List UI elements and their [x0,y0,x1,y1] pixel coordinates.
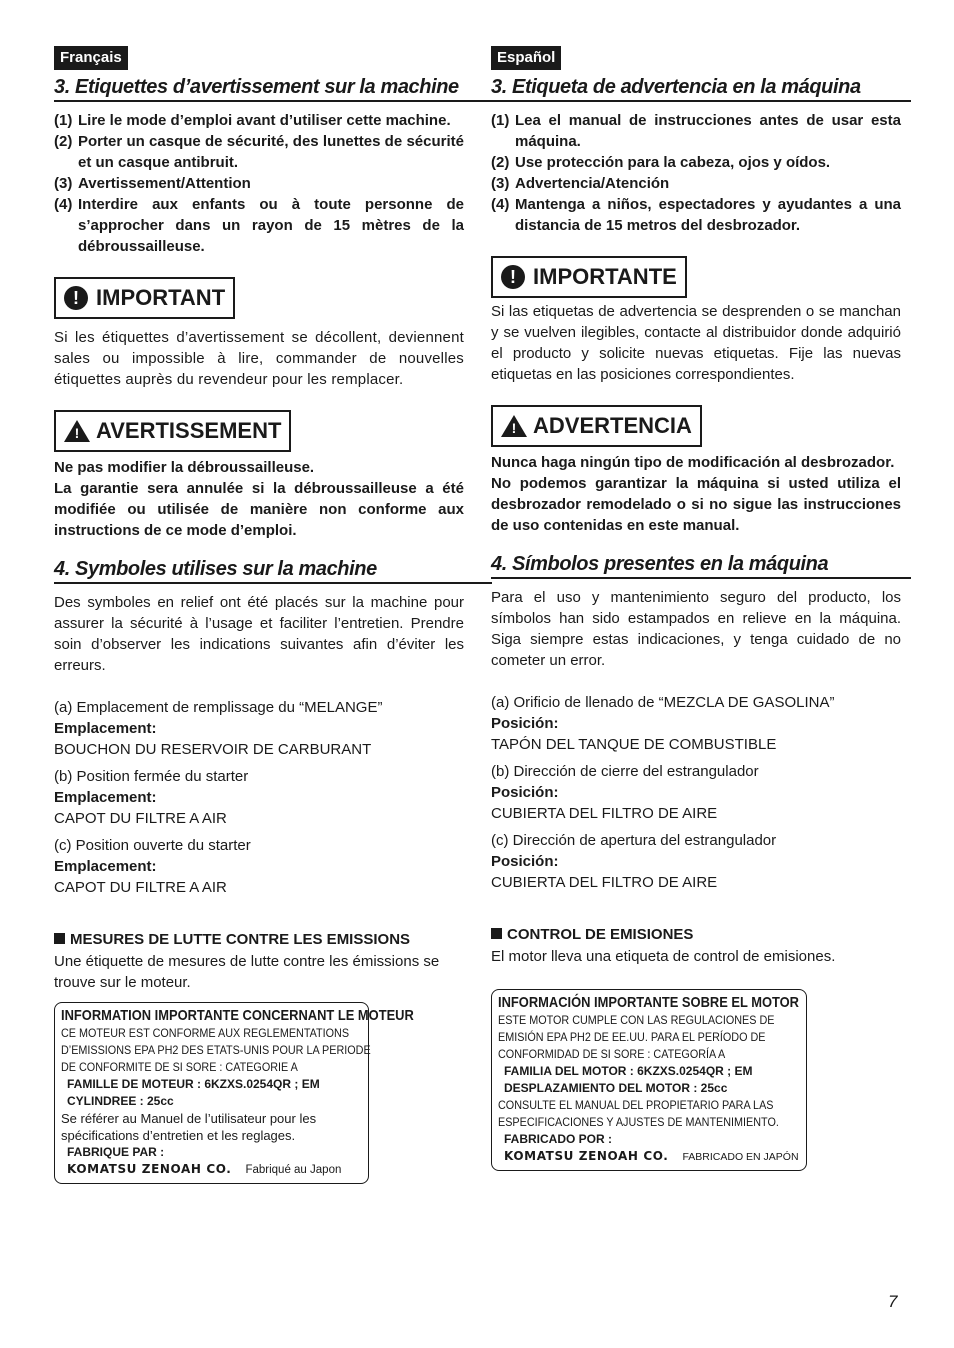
symbol-c [54,835,464,898]
symbol-location-label: Posición: [491,853,559,870]
section-4-title: 4. Symboles utilises sur la machine [54,554,492,584]
emission-title-text: CONTROL DE EMISIONES [507,926,694,943]
label-title: INFORMATION IMPORTANTE CONCERNANT LE MOTEUR [61,1007,414,1024]
engine-displacement: CYLINDREE : 25cc [67,1094,174,1108]
symbol-location-label: Posición: [491,784,559,801]
important-label: IMPORTANT [96,285,226,310]
engine-info-label [54,1002,414,1184]
section-3-title: 3. Etiqueta de advertencia en la máquina [491,72,911,102]
engine-family: FAMILIA DEL MOTOR : 6KZXS.0254QR ; EM [504,1064,753,1078]
symbol-b [491,761,901,824]
symbol-c [491,830,901,893]
important-text: Si las etiquetas de advertencia se desprenden o se manchan y se vuelven ilegibles, contacte al distribuidor donde adquirió el producto y solicite nuevas etiquetas. Fije las nuevas etiquetas en las posiciones correspondientes. [491,303,901,383]
list-item [54,110,464,131]
emission-title [491,925,901,945]
manufactured-by: FABRIQUE PAR : [67,1145,165,1159]
warning-label-list [491,110,901,236]
item-text: Advertencia/Atención [515,175,670,192]
label-reference: ESPECIFICACIONES Y AJUSTES DE MANTENIMIENTO. [498,1115,779,1129]
list-item [491,110,901,152]
item-number: (3) [491,175,510,192]
label-line: EMISIÓN EPA PH2 DE EE.UU. PARA EL PERÍODO DE [498,1030,766,1044]
item-text: Lea el manual de instrucciones antes de usar esta máquina. [515,112,901,150]
warning-line-1: Nunca haga ningún tipo de modificación al desbrozador. [491,454,895,471]
label-line: ESTE MOTOR CUMPLE CON LAS REGULACIONES DE [498,1013,775,1027]
symbol-location-value: CUBIERTA DEL FILTRO DE AIRE [491,805,718,822]
important-notice-box [491,256,687,298]
symbol-description: (a) Emplacement de remplissage du “MELANGE” [54,699,383,716]
warning-triangle-icon: ! [64,420,90,442]
symbol-description: (a) Orificio de llenado de “MEZCLA DE GASOLINA” [491,694,835,711]
column-spanish [491,46,901,1171]
label-line: CE MOTEUR EST CONFORME AUX REGLEMENTATIONS [61,1026,350,1040]
item-text: Porter un casque de sécurité, des lunettes de sécurité et un casque antibruit. [78,133,464,171]
manufactured-by: FABRICADO POR : [504,1132,612,1146]
symbol-description: (b) Dirección de cierre del estrangulador [491,763,759,780]
symbol-location-value: CUBIERTA DEL FILTRO DE AIRE [491,874,718,891]
label-line: CONFORMIDAD DE SI SORE : CATEGORÍA A [498,1047,726,1061]
warning-line-2: No podemos garantizar la máquina si usted utiliza el desbrozador remodelado o si no sigue las instrucciones de uso contenidas en este manual. [491,475,901,534]
language-tag: Español [491,46,561,70]
warning-line-1: Ne pas modifier la débroussailleuse. [54,459,315,476]
warning-line-2: La garantie sera annulée si la débroussailleuse a été modifiée ou utilisée de manière non conforme aux instructions de ce mode d’emploi. [54,480,464,539]
engine-family: FAMILLE DE MOTEUR : 6KZXS.0254QR ; EM [67,1077,320,1091]
brand-row [61,1161,362,1179]
list-item [54,131,464,173]
section-4-title: 4. Símbolos presentes en la máquina [491,549,911,579]
list-item [54,173,464,194]
exclamation-icon: ! [64,286,88,310]
engine-displacement: DESPLAZAMIENTO DEL MOTOR : 25cc [504,1081,728,1095]
item-text: Mantenga a niños, espectadores y ayudantes a una distancia de 15 metros del desbrozador. [515,196,901,234]
warning-notice-box [491,405,702,447]
list-item [491,194,901,236]
brand-row [498,1148,800,1166]
made-in: FABRICADO EN JAPÓN [682,1151,799,1163]
item-number: (4) [54,196,73,213]
item-text: Interdire aux enfants ou à toute personne de s’approcher dans un rayon de 15 mètres de la débroussailleuse. [78,196,464,255]
warning-label: ADVERTENCIA [533,413,692,438]
symbol-location-value: TAPÓN DEL TANQUE DE COMBUSTIBLE [491,736,777,753]
list-item [54,194,464,257]
item-number: (2) [54,133,73,150]
symbol-location-value: BOUCHON DU RESERVOIR DE CARBURANT [54,741,372,758]
symbol-description: (b) Position fermée du starter [54,768,249,785]
item-number: (4) [491,196,510,213]
item-text: Lire le mode d’emploi avant d’utiliser cette machine. [78,112,451,129]
list-item [491,173,901,194]
section-4-intro: Des symboles en relief ont été placés sur la machine pour assurer la sécurité à l’usage et faciliter l’entretien. Prendre soin d’observer les indications suivantes afin d’éviter les erreurs. [54,594,464,674]
symbol-location-label: Emplacement: [54,720,157,737]
important-label: IMPORTANTE [533,264,677,289]
symbol-location-value: CAPOT DU FILTRE A AIR [54,810,227,827]
warning-triangle-icon: ! [501,415,527,437]
item-text: Avertissement/Attention [78,175,251,192]
engine-info-label [491,989,807,1171]
section-3-title: 3. Etiquettes d’avertissement sur la machine [54,72,492,102]
emission-text: Une étiquette de mesures de lutte contre les émissions se trouve sur le moteur. [54,953,440,991]
item-number: (2) [491,154,510,171]
label-reference: CONSULTE EL MANUAL DEL PROPIETARIO PARA LAS [498,1098,774,1112]
label-line: DE CONFORMITE DE SI SORE : CATEGORIE A [61,1060,298,1074]
list-item [491,152,901,173]
emission-text: El motor lleva una etiqueta de control de emisiones. [491,948,836,965]
important-notice-box [54,277,235,319]
symbol-description: (c) Position ouverte du starter [54,837,251,854]
item-number: (3) [54,175,73,192]
symbol-location-label: Emplacement: [54,858,157,875]
page-number: 7 [888,1292,898,1311]
symbol-b [54,766,464,829]
brand-logo: KOMATSU ZENOAH CO. [504,1149,669,1163]
square-bullet-icon [54,933,65,944]
symbol-location-label: Posición: [491,715,559,732]
section-4-intro: Para el uso y mantenimiento seguro del producto, los símbolos han sido estampados en relieve en la máquina. Siga siempre estas indicaciones, y tenga cuidado de no cometer un error. [491,589,901,669]
label-reference: Se référer au Manuel de l’utilisateur pour les spécifications d’entretien et les reglages. [61,1111,317,1143]
square-bullet-icon [491,928,502,939]
warning-notice-box [54,410,291,452]
made-in: Fabriqué au Japon [245,1164,342,1176]
symbol-a [491,692,901,755]
warning-label: AVERTISSEMENT [96,418,282,443]
exclamation-icon: ! [501,265,525,289]
emission-title-text: MESURES DE LUTTE CONTRE LES EMISSIONS [70,931,411,948]
important-text: Si les étiquettes d’avertissement se décollent, deviennent sales ou impossible à lire, commander de nouvelles étiquettes auprès du revendeur pour les remplacer. [54,329,464,388]
item-number: (1) [54,112,73,129]
symbol-location-label: Emplacement: [54,789,157,806]
brand-logo: KOMATSU ZENOAH CO. [67,1162,232,1176]
item-text: Use protección para la cabeza, ojos y oídos. [515,154,831,171]
language-tag: Français [54,46,128,70]
label-line: D’EMISSIONS EPA PH2 DES ETATS-UNIS POUR LA PERIODE [61,1043,371,1057]
symbol-location-value: CAPOT DU FILTRE A AIR [54,879,227,896]
label-title: INFORMACIÓN IMPORTANTE SOBRE EL MOTOR [498,994,800,1011]
symbol-a [54,697,464,760]
emission-title [54,930,464,950]
symbol-description: (c) Dirección de apertura del estrangulador [491,832,777,849]
item-number: (1) [491,112,510,129]
column-french [54,46,464,1184]
warning-label-list [54,110,464,257]
